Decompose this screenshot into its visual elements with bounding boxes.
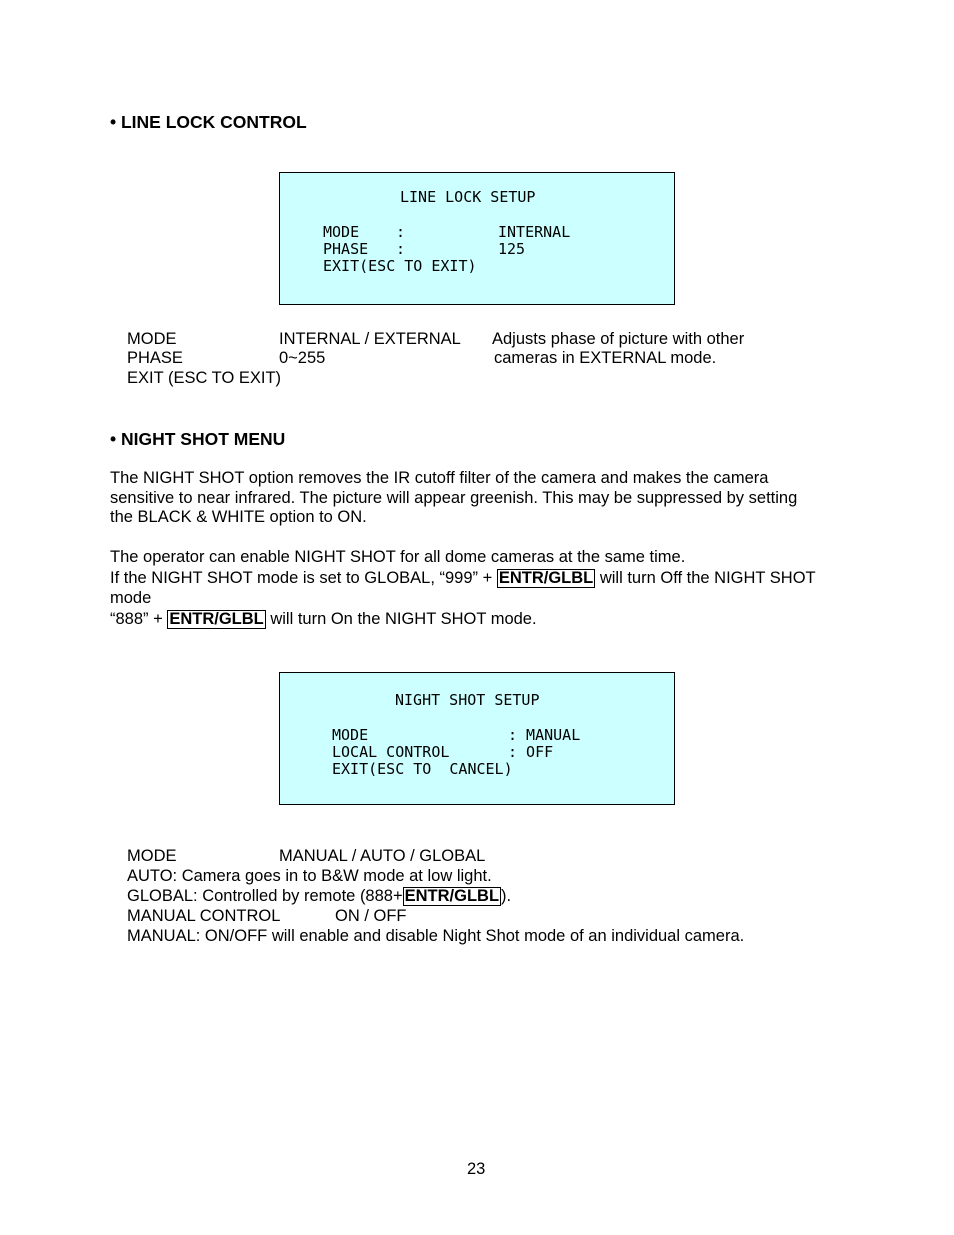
night-shot-para2-line1: The operator can enable NIGHT SHOT for all dome cameras at the same time. — [110, 548, 686, 566]
night-shot-option-global-desc — [127, 886, 511, 906]
night-shot-para2-line4-post: will turn On the NIGHT SHOT mode. — [265, 610, 537, 628]
night-shot-mode-value: : MANUAL — [508, 726, 581, 744]
night-shot-para1-line1: The NIGHT SHOT option removes the IR cutoff filter of the camera and makes the camera — [110, 469, 769, 487]
line-lock-option-phase-name: PHASE — [127, 349, 183, 367]
line-lock-option-note-1: Adjusts phase of picture with other — [492, 330, 745, 348]
night-shot-para2-line2-post: will turn Off the NIGHT SHOT — [595, 569, 816, 587]
line-lock-phase-label: PHASE — [323, 240, 369, 258]
entr-glbl-key: ENTR/GLBL — [404, 887, 500, 905]
line-lock-option-mode-name: MODE — [127, 330, 177, 348]
night-shot-option-mode-values: MANUAL / AUTO / GLOBAL — [279, 847, 486, 865]
entr-glbl-key: ENTR/GLBL — [498, 569, 594, 587]
night-shot-setup-screen — [279, 672, 675, 805]
page-number: 23 — [467, 1160, 486, 1178]
night-shot-para2-line2 — [110, 568, 816, 588]
night-shot-para2-line4-pre: “888” + — [110, 610, 168, 628]
night-shot-screen-title: NIGHT SHOT SETUP — [395, 691, 540, 709]
night-shot-local-value: : OFF — [508, 743, 554, 761]
night-shot-para2-line3: mode — [110, 589, 152, 607]
night-shot-heading: • NIGHT SHOT MENU — [110, 429, 286, 449]
line-lock-phase-value: 125 — [498, 240, 526, 258]
line-lock-mode-value: INTERNAL — [498, 223, 571, 241]
line-lock-screen-title: LINE LOCK SETUP — [400, 188, 536, 206]
night-shot-para2-line4 — [110, 609, 537, 629]
line-lock-mode-colon: : — [396, 223, 406, 241]
night-shot-option-manual-name: MANUAL CONTROL — [127, 907, 281, 925]
night-shot-para1-line2: sensitive to near infrared. The picture will appear greenish. This may be suppressed by setting — [110, 489, 798, 507]
line-lock-phase-colon: : — [396, 240, 406, 258]
night-shot-para2-line2-pre: If the NIGHT SHOT mode is set to GLOBAL, “999” + — [110, 569, 497, 587]
night-shot-exit: EXIT(ESC TO CANCEL) — [332, 760, 513, 778]
night-shot-option-global-pre: GLOBAL: Controlled by remote (888+ — [127, 887, 403, 905]
line-lock-option-mode-values: INTERNAL / EXTERNAL — [279, 330, 461, 348]
night-shot-option-manual-desc: MANUAL: ON/OFF will enable and disable Night Shot mode of an individual camera. — [127, 927, 745, 945]
line-lock-exit: EXIT(ESC TO EXIT) — [323, 257, 477, 275]
line-lock-option-phase-values: 0~255 — [279, 349, 326, 367]
night-shot-option-global-post: ). — [501, 887, 512, 905]
line-lock-setup-screen — [279, 172, 675, 305]
night-shot-mode-label: MODE — [332, 726, 369, 744]
night-shot-option-manual-values: ON / OFF — [335, 907, 407, 925]
line-lock-mode-label: MODE — [323, 223, 360, 241]
line-lock-heading: • LINE LOCK CONTROL — [110, 112, 307, 132]
night-shot-option-mode-name: MODE — [127, 847, 177, 865]
line-lock-option-note-2: cameras in EXTERNAL mode. — [494, 349, 717, 367]
line-lock-option-exit-name: EXIT (ESC TO EXIT) — [127, 369, 282, 387]
night-shot-option-auto-desc: AUTO: Camera goes in to B&W mode at low light. — [127, 867, 492, 885]
entr-glbl-key: ENTR/GLBL — [169, 610, 264, 628]
night-shot-para1-line3: the BLACK & WHITE option to ON. — [110, 508, 367, 526]
night-shot-local-label: LOCAL CONTROL — [332, 743, 450, 761]
